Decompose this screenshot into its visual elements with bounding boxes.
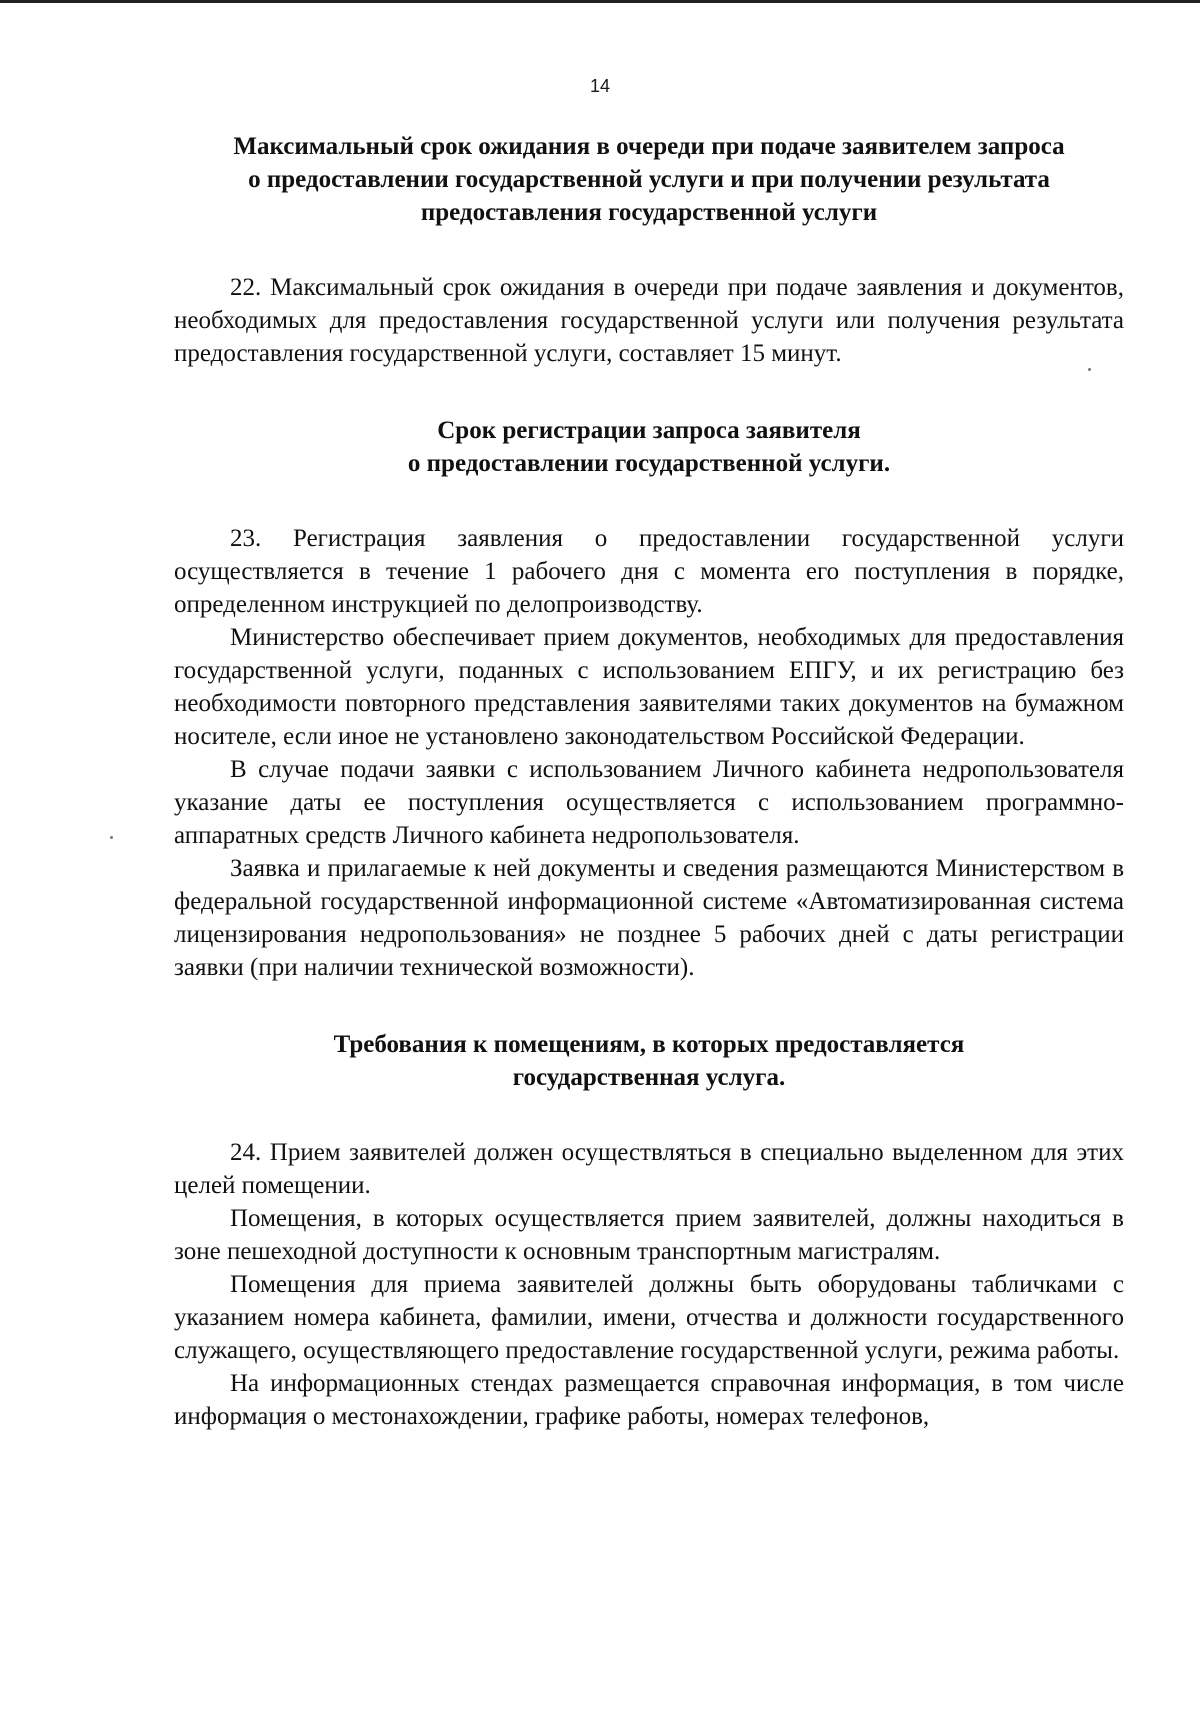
heading-line: предоставления государственной услуги — [420, 199, 878, 226]
paragraph: В случае подачи заявки с использованием Личного кабинета недропользователя указание даты ее поступления осуществляется с использованием программно-аппаратных средств Личного кабинета недропользователя. — [174, 756, 1124, 849]
heading-line: Максимальный срок ожидания в очереди при подаче заявителем запроса — [233, 133, 1065, 160]
heading-line: о предоставлении государственной услуги и при получении результата — [248, 166, 1050, 193]
section-heading — [174, 130, 1124, 229]
heading-line: Срок регистрации запроса заявителя — [437, 417, 861, 444]
paragraph: Помещения для приема заявителей должны быть оборудованы табличками с указанием номера кабинета, фамилии, имени, отчества и должности государственного служащего, осуществляющего предоставление государственной услуги, режима работы. — [174, 1271, 1124, 1364]
paragraph: Заявка и прилагаемые к ней документы и сведения размещаются Министерством в федеральной государственной информационной системе «Автоматизированная система лицензирования недропользования» не позднее 5 рабочих дней с даты регистрации заявки (при наличии технической возможности). — [174, 855, 1124, 981]
scan-top-edge — [0, 0, 1200, 3]
paragraph-23: 23. Регистрация заявления о предоставлении государственной услуги осуществляется в течение 1 рабочего дня с момента его поступления в порядке, определенном инструкцией по делопроизводству. — [174, 525, 1124, 618]
scan-speck — [110, 836, 113, 839]
paragraph: На информационных стендах размещается справочная информация, в том числе информация о местонахождении, графике работы, номерах телефонов, — [174, 1370, 1124, 1430]
heading-line: Требования к помещениям, в которых предоставляется — [333, 1031, 965, 1058]
document-body — [174, 130, 1124, 1433]
paragraph: Министерство обеспечивает прием документов, необходимых для предоставления государственной услуги, поданных с использованием ЕПГУ, и их регистрацию без необходимости повторного представления заявителями таких документов на бумажном носителе, если иное не установлено законодательством Российской Федерации. — [174, 624, 1124, 750]
paragraph: Помещения, в которых осуществляется прием заявителей, должны находиться в зоне пешеходной доступности к основным транспортным магистралям. — [174, 1205, 1124, 1265]
section-request-registration — [174, 414, 1124, 984]
heading-line: государственная услуга. — [512, 1064, 786, 1091]
heading-line: о предоставлении государственной услуги. — [407, 450, 891, 477]
section-premises-requirements — [174, 1028, 1124, 1433]
section-queue-waiting-time — [174, 130, 1124, 370]
section-heading — [174, 414, 1124, 480]
paragraph-22: 22. Максимальный срок ожидания в очереди при подаче заявления и документов, необходимых для предоставления государственной услуги или получения результата предоставления государственной услуги, составляет 15 минут. — [174, 274, 1124, 367]
page-number: 14 — [589, 76, 611, 96]
section-heading — [174, 1028, 1124, 1094]
paragraph-24: 24. Прием заявителей должен осуществляться в специально выделенном для этих целей помещении. — [174, 1139, 1124, 1199]
